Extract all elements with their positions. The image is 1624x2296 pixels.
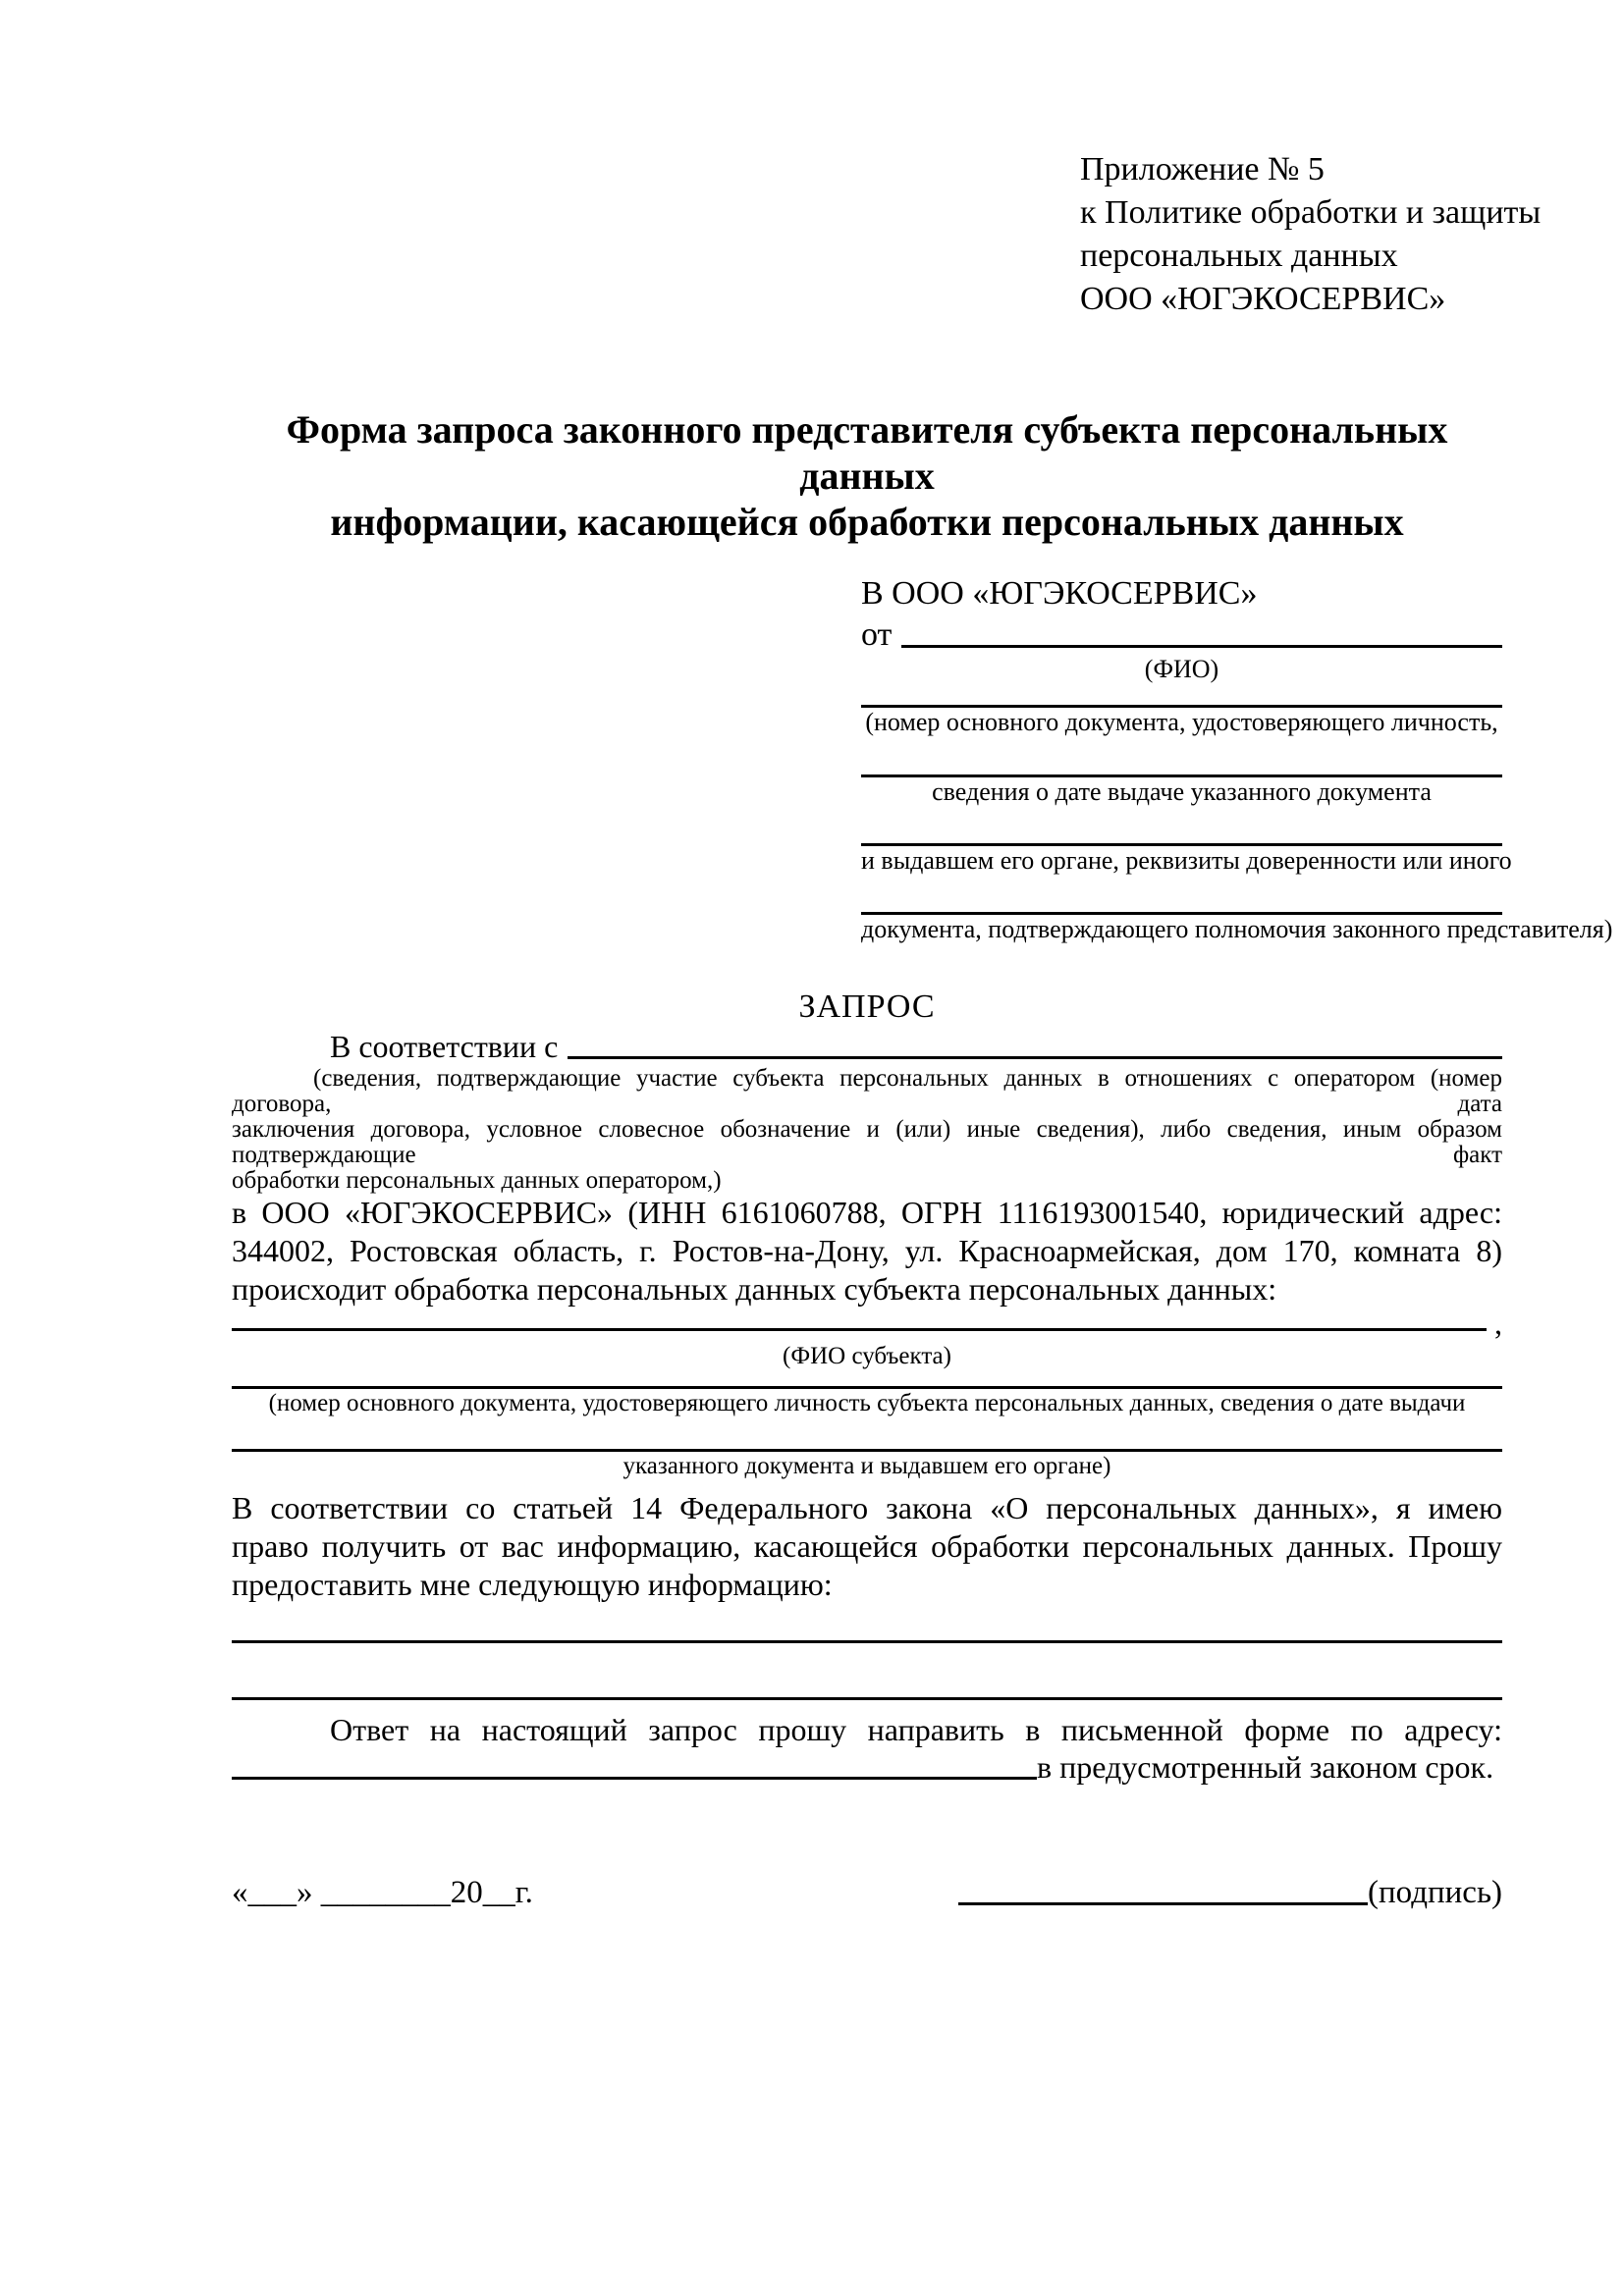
caption-fio: (ФИО) [1144,655,1219,683]
title-line: информации, касающейся обработки персональных данных [330,500,1404,544]
subject-doc-caption-2: указанного документа и выдавшем его органе) [623,1453,1111,1479]
operator-line: происходит обработка персональных данных субъекта персональных данных: [232,1271,1277,1307]
subject-comma: , [1494,1306,1502,1341]
subject-doc-caption-1: (номер основного документа, удостоверяющего личность субъекта персональных данных, сведения о дате выдачи [268,1390,1466,1416]
fill-in-line [861,807,1502,846]
fill-in-line [232,1418,1502,1452]
fill-in-line [232,1749,1037,1780]
annex-block [1080,148,1542,321]
fill-in-line [232,1643,1502,1700]
fill-in-line [901,615,1502,648]
fill-in-line [861,737,1502,777]
operator-paragraph [232,1194,1502,1308]
law-line: предоставить мне следующую информацию: [232,1567,833,1602]
law-line: В соответствии со статьей 14 Федерального закона «О персональных данных», я имею [232,1490,1502,1525]
fill-in-line [861,876,1502,915]
signature-caption: (подпись) [1368,1875,1502,1910]
operator-line: 344002, Ростовская область, г. Ростов-на-Дону, ул. Красноармейская, дом 170, комната 8) [232,1233,1502,1268]
signature-block [958,1873,1502,1912]
annex-line: ООО «ЮГЭКОСЕРВИС» [1080,281,1446,317]
subject-fio-caption: (ФИО субъекта) [783,1343,951,1369]
caption-issuing-authority: и выдавшем его органе, реквизиты доверенности или иного [861,846,1512,875]
request-heading: ЗАПРОС [798,988,936,1025]
subject-fio-row [232,1306,1502,1341]
document-content [232,0,1613,1912]
footnote-line: (сведения, подтверждающие участие субъекта персональных данных в отношениях с оператором (номер договора, дата [232,1065,1502,1117]
fill-in-line [232,1371,1502,1389]
caption-doc-number: (номер основного документа, удостоверяющего личность, [865,708,1498,736]
fill-in-line [232,1604,1502,1643]
caption-issue-date: сведения о дате выдаче указанного документа [932,777,1432,806]
addressee-block [861,572,1613,944]
law-line: право получить от вас информацию, касающейся обработки персональных данных. Прошу [232,1528,1502,1564]
footnote-line: обработки персональных данных оператором,) [232,1167,722,1194]
reply-address-row [232,1749,1502,1785]
addressee-from-row [861,615,1502,655]
fill-in-line [568,1027,1502,1059]
reply-tail: в предусмотренный законом срок. [1037,1749,1494,1785]
document-title [232,406,1502,545]
accordance-row [232,1027,1502,1066]
reply-paragraph: Ответ на настоящий запрос прошу направить в письменной форме по адресу: [330,1712,1502,1747]
annex-line: к Политике обработки и защиты [1080,194,1542,231]
operator-line: в ООО «ЮГЭКОСЕРВИС» (ИНН 6161060788, ОГРН 1116193001540, юридический адрес: [232,1195,1502,1230]
title-line: Форма запроса законного представителя субъекта персональных данных [286,407,1448,498]
annex-line: Приложение № 5 [1080,151,1325,187]
addressee-to: В ООО «ЮГЭКОСЕРВИС» [861,575,1258,612]
law-paragraph [232,1489,1502,1604]
signature-fill-line [958,1873,1368,1905]
from-label: от [861,616,893,653]
fill-in-line [861,684,1502,708]
footer-row [232,1873,1502,1912]
date-line: «___» ________20__г. [232,1875,533,1910]
footnote-paragraph [232,1066,1502,1194]
caption-authority-doc: документа, подтверждающего полномочия законного представителя) [861,915,1613,943]
fill-in-line [232,1308,1487,1331]
footnote-line: заключения договора, условное словесное обозначение и (или) иные сведения), либо сведения, иным образом подтверждающие факт [232,1116,1502,1168]
accordance-label: В соответствии с [330,1029,559,1064]
annex-line: персональных данных [1080,238,1398,274]
paragraph-indent [232,1027,330,1066]
